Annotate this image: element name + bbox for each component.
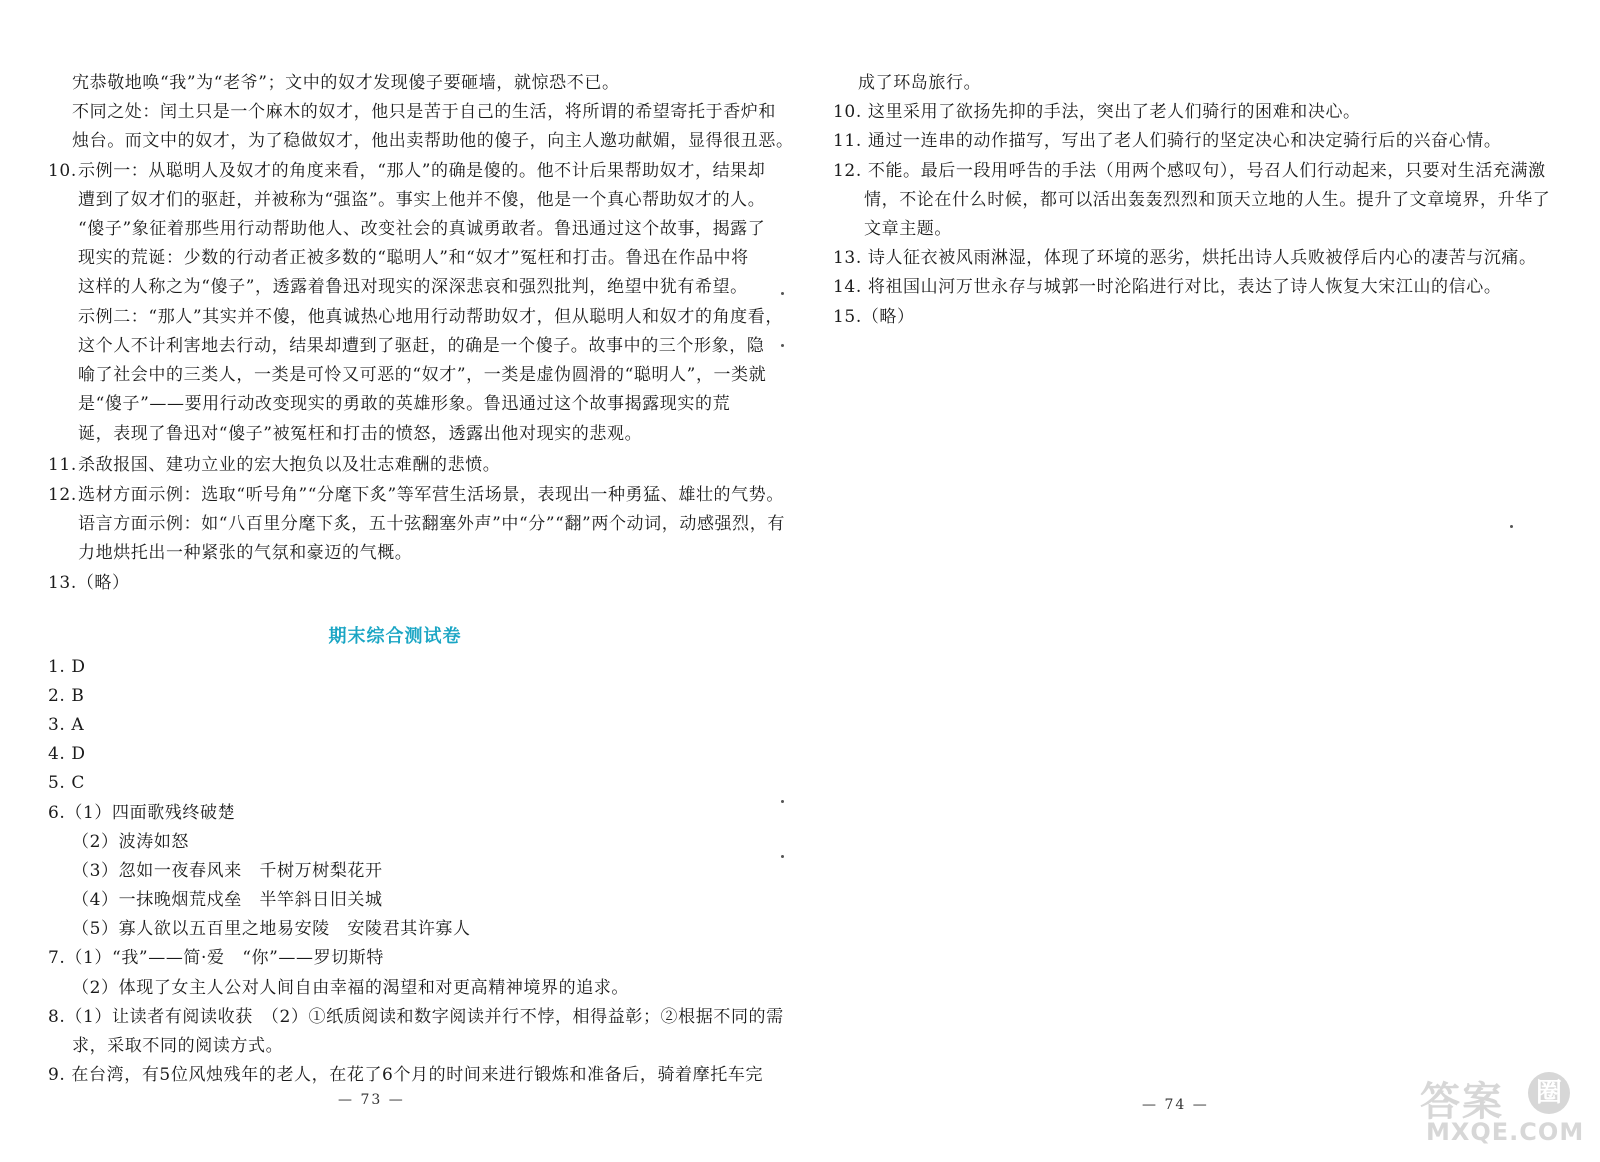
text-line: “傻子”象征着那些用行动帮助他人、改变社会的真诚勇敢者。鲁迅通过这个故事，揭露了	[78, 219, 766, 239]
text-line: 示例一：从聪明人及奴才的角度来看，“那人”的确是傻的。他不计后果帮助奴才，结果却	[78, 161, 766, 181]
text-line: 11. 通过一连串的动作描写，写出了老人们骑行的坚定决心和决定骑行后的兴奋心情。	[833, 131, 1502, 151]
text-line: 杀敌报国、建功立业的宏大抱负以及壮志难酬的悲愤。	[78, 455, 501, 475]
answer-line: 求，采取不同的阅读方式。	[72, 1036, 284, 1056]
text-line: 遭到了奴才们的驱赶，并被称为“强盗”。事实上他并不傻，他是一个真心帮助奴才的人。	[78, 190, 766, 210]
text-line: 示例二：“那人”其实并不傻，他真诚热心地用行动帮助奴才，但从聪明人和奴才的角度看，	[78, 307, 783, 327]
text-line: 13. 诗人征衣被风雨淋湿，体现了环境的恶劣，烘托出诗人兵败被俘后内心的凄苦与沉痛。	[833, 248, 1537, 268]
question-number: 10.	[48, 161, 77, 181]
answer-line: 4. D	[48, 744, 86, 764]
text-line: 成了环岛旅行。	[858, 73, 982, 93]
section-title: 期末综合测试卷	[328, 626, 462, 647]
text-line: 情，不论在什么时候，都可以活出轰轰烈烈和顶天立地的人生。提升了文章境界，升华了	[864, 190, 1551, 210]
text-line: 诞，表现了鲁迅对“傻子”被冤枉和打击的愤怒，透露出他对现实的悲观。	[78, 424, 643, 444]
answer-line: （3）忽如一夜春风来 千树万树梨花开	[72, 861, 383, 881]
text-line: 宄恭敬地唤“我”为“老爷”；文中的奴才发现傻子要砸墙，就惊恐不已。	[72, 73, 620, 93]
text-line: 烛台。而文中的奴才，为了稳做奴才，他出卖帮助他的傻子，向主人邀功献媚，显得很丑恶。	[72, 131, 794, 151]
page-number: — 73 —	[338, 1092, 405, 1108]
answer-line: （5）寡人欲以五百里之地易安陵 安陵君其许寡人	[72, 919, 471, 939]
page-number: — 74 —	[1142, 1097, 1209, 1113]
text-line: 12. 不能。最后一段用呼告的手法（用两个感叹句），号召人们行动起来，只要对生活充满激	[833, 161, 1546, 181]
text-line: 14. 将祖国山河万世永存与城郭一时沦陷进行对比，表达了诗人恢复大宋江山的信心。	[833, 277, 1502, 297]
watermark-text: 答案	[1420, 1079, 1504, 1125]
scan-speck	[781, 292, 784, 295]
text-line: 语言方面示例：如“八百里分麾下炙，五十弦翻塞外声”中“分”“翻”两个动词，动感强烈，有	[78, 514, 785, 534]
answer-line: 3. A	[48, 715, 85, 735]
text-line: 13.（略）	[48, 573, 130, 593]
question-number: 12.	[48, 485, 77, 505]
answer-line: （2）体现了女主人公对人间自由幸福的渴望和对更高精神境界的追求。	[72, 978, 630, 998]
answer-line: 6.（1）四面歌残终破楚	[48, 803, 236, 823]
answer-line: 5. C	[48, 773, 86, 793]
watermark-url: MXQE.COM	[1426, 1118, 1585, 1146]
scan-speck	[781, 344, 784, 347]
text-line: 文章主题。	[864, 219, 952, 239]
scan-speck	[781, 800, 784, 803]
text-line: 15.（略）	[833, 307, 915, 327]
answer-line: 9. 在台湾，有5位风烛残年的老人，在花了6个月的时间来进行锻炼和准备后，骑着摩托车完	[48, 1065, 764, 1085]
text-line: 这样的人称之为“傻子”，透露着鲁迅对现实的深深悲哀和强烈批判，绝望中犹有希望。	[78, 277, 748, 297]
text-line: 喻了社会中的三类人，一类是可怜又可恶的“奴才”，一类是虚伪圆滑的“聪明人”，一类就	[78, 365, 767, 385]
answer-line: （4）一抹晚烟荒戍垒 半竿斜日旧关城	[72, 890, 383, 910]
answer-line: 2. B	[48, 686, 85, 706]
answer-line: 1. D	[48, 657, 86, 677]
text-line: 是“傻子”——要用行动改变现实的勇敢的英雄形象。鲁迅通过这个故事揭露现实的荒	[78, 394, 731, 414]
left-page	[0, 0, 794, 1162]
scan-speck	[781, 855, 784, 858]
watermark-badge: 圈	[1528, 1072, 1570, 1114]
answer-line: （2）波涛如怒	[72, 832, 190, 852]
watermark-logo	[1420, 1070, 1585, 1150]
question-number: 11.	[48, 455, 77, 475]
answer-line: 7.（1）“我”——简·爱 “你”——罗切斯特	[48, 948, 385, 968]
right-page	[800, 0, 1600, 1162]
text-line: 这个人不计利害地去行动，结果却遭到了驱赶，的确是一个傻子。故事中的三个形象，隐	[78, 336, 765, 356]
text-line: 现实的荒诞：少数的行动者正被多数的“聪明人”和“奴才”冤枉和打击。鲁迅在作品中将	[78, 248, 749, 268]
answer-line: 8.（1）让读者有阅读收获 （2）①纸质阅读和数字阅读并行不悖，相得益彰；②根据不同的需	[48, 1007, 784, 1027]
text-line: 10. 这里采用了欲扬先抑的手法，突出了老人们骑行的困难和决心。	[833, 102, 1361, 122]
text-line: 力地烘托出一种紧张的气氛和豪迈的气概。	[78, 543, 413, 563]
text-line: 选材方面示例：选取“听号角”“分麾下炙”等军营生活场景，表现出一种勇猛、雄壮的气势。	[78, 485, 784, 505]
text-line: 不同之处：闰土只是一个麻木的奴才，他只是苦于自己的生活，将所谓的希望寄托于香炉和	[72, 102, 776, 122]
